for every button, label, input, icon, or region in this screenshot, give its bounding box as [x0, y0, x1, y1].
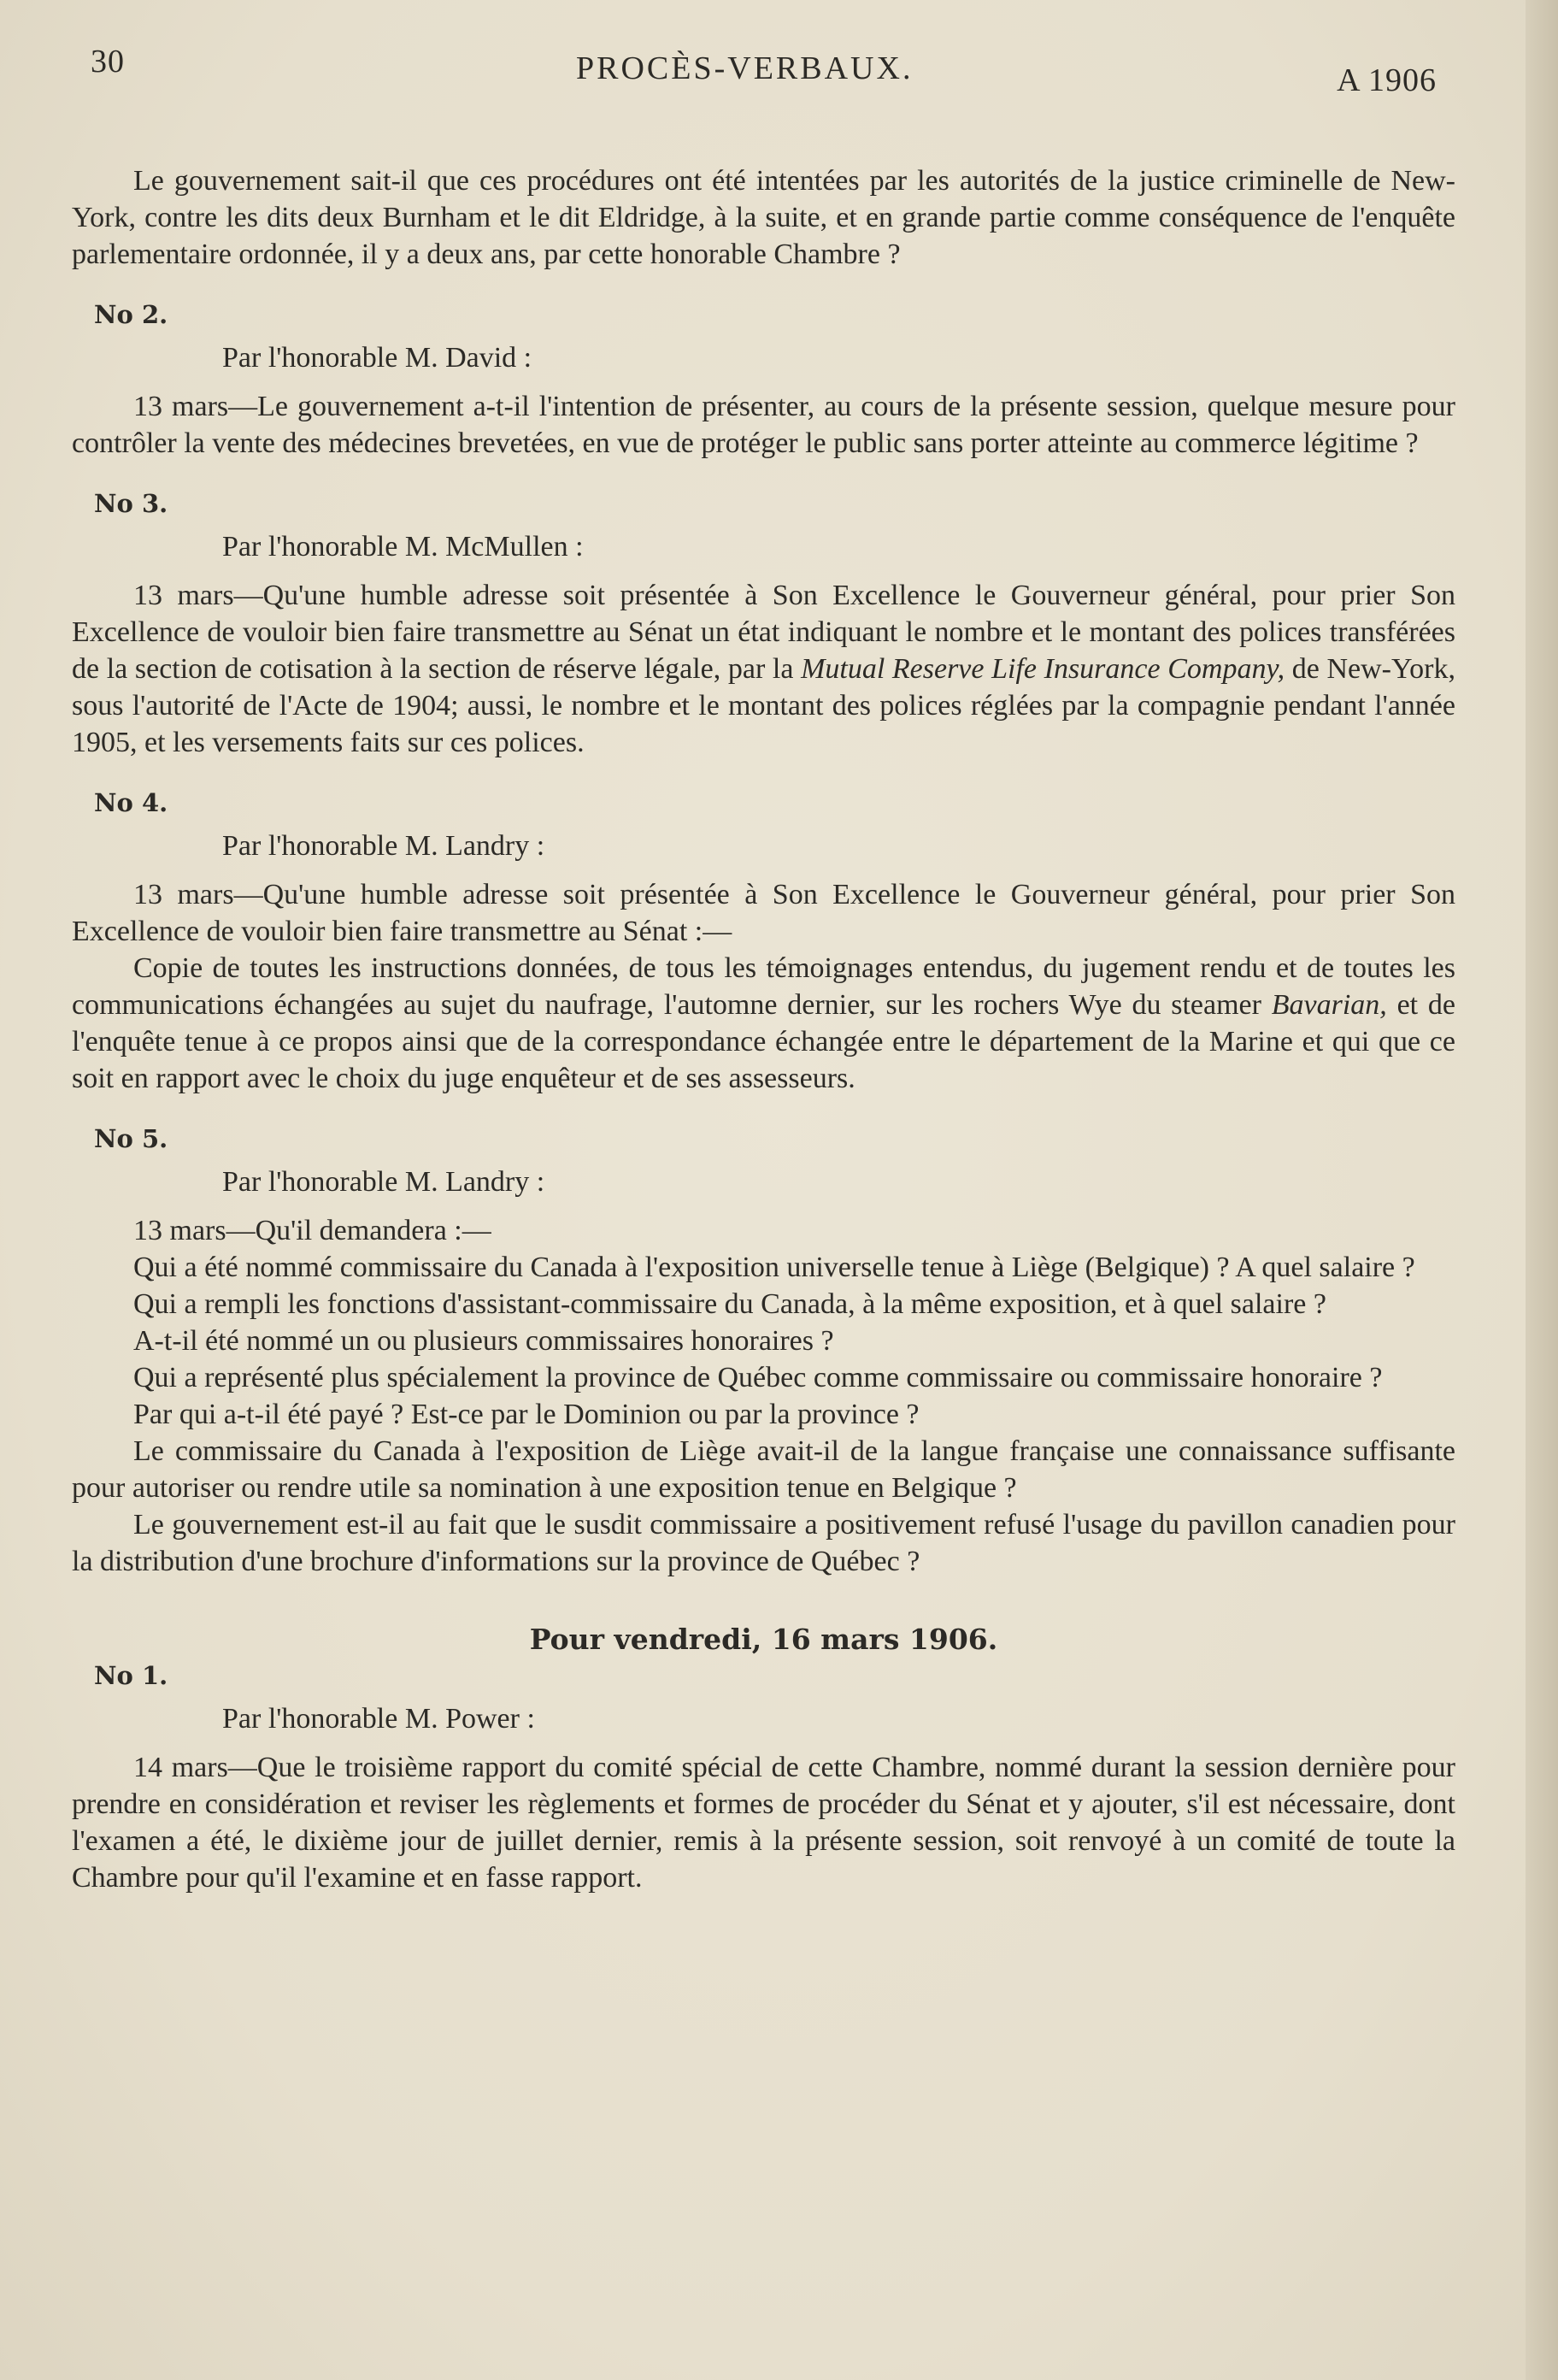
- item-paragraph: Qui a rempli les fonctions d'assistant-commissaire du Canada, à la même exposition, et à quel salaire ?: [133, 1288, 1326, 1320]
- item-paragraph: 14 mars—Que le troisième rapport du comité spécial de cette Chambre, nommé durant la session dernière pour prendre en considération et reviser les règlements et formes de procéder du Sénat et y ajouter, s'il est nécessaire, dont l'examen a été, le dixième jour de juillet dernier, remis à la présente session, soit renvoyé à un comité de toute la Chambre pour qu'il l'examine et en fasse rapport.: [72, 1752, 1455, 1894]
- item-paragraph: 13 mars—Le gouvernement a-t-il l'intention de présenter, au cours de la présente session, quelque mesure pour contrôler la vente des médecines brevetées, en vue de protéger le public sans porter atteinte au commerce légitime ?: [72, 391, 1455, 459]
- item-label: No 1.: [94, 1661, 168, 1690]
- text-run: Copie de toutes les instructions données, de tous les témoignages entendus, du jugement rendu et de toutes les communications échangées au sujet du naufrage, l'automne dernier, sur les rochers Wye du steamer: [72, 952, 1455, 1021]
- item-author: Par l'honorable M. McMullen :: [222, 531, 584, 563]
- italic-ship-name: Bavarian,: [1271, 989, 1387, 1021]
- page-header: [72, 43, 1455, 111]
- item-paragraph: 13 mars—Qu'il demandera :—: [133, 1215, 491, 1246]
- section-heading: Pour vendredi, 16 mars 1906.: [529, 1623, 998, 1656]
- item-paragraph: Le commissaire du Canada à l'exposition de Liège avait-il de la langue française une connaissance suffisante pour autoriser ou rendre utile sa nomination à une exposition tenue en Belgique ?: [72, 1435, 1455, 1504]
- page-binding-edge: [1526, 0, 1558, 2380]
- text-run: de New-York, sous l'autorité de l'Acte de 1904; aussi, le nombre et le montant des polices réglées par la compagnie pendant l'année 1905, et les versements faits sur ces polices.: [72, 653, 1455, 758]
- item-author: Par l'honorable M. Landry :: [222, 830, 545, 862]
- item-author: Par l'honorable M. David :: [222, 342, 532, 374]
- page-title: PROCÈS-VERBAUX.: [576, 50, 914, 86]
- item-label: No 4.: [94, 788, 168, 817]
- item-label: No 2.: [94, 300, 168, 329]
- italic-company-name: Mutual Reserve Life Insurance Company,: [801, 653, 1285, 685]
- text-run: 13 mars—Qu'une humble adresse soit présentée à Son Excellence le Gouverneur général, pour prier Son Excellence de vouloir bien faire transmettre au Sénat un état indiquant le nombre et le montant des polices transférées de la section de cotisation à la section de réserve légale, par la: [72, 580, 1455, 685]
- item-author: Par l'honorable M. Power :: [222, 1703, 535, 1735]
- item-paragraph: Le gouvernement est-il au fait que le susdit commissaire a positivement refusé l'usage du pavillon canadien pour la distribution d'une brochure d'informations sur la province de Québec ?: [72, 1509, 1455, 1577]
- item-paragraph: 13 mars—Qu'une humble adresse soit présentée à Son Excellence le Gouverneur général, pour prier Son Excellence de vouloir bien faire transmettre au Sénat :—: [72, 879, 1455, 947]
- item-paragraph: A-t-il été nommé un ou plusieurs commissaires honoraires ?: [133, 1325, 834, 1357]
- page-year: A 1906: [1337, 62, 1437, 98]
- intro-paragraph: Le gouvernement sait-il que ces procédures ont été intentées par les autorités de la justice criminelle de New-York, contre les dits deux Burnham et le dit Eldridge, à la suite, et en grande partie comme conséquence de l'enquête parlementaire ordonnée, il y a deux ans, par cette honorable Chambre ?: [72, 165, 1455, 270]
- item-paragraph: Qui a représenté plus spécialement la province de Québec comme commissaire ou commissaire honoraire ?: [133, 1362, 1383, 1393]
- item-paragraph: [72, 950, 1455, 1097]
- page-number: 30: [91, 44, 125, 80]
- item-label: No 3.: [94, 489, 168, 518]
- item-paragraph: Par qui a-t-il été payé ? Est-ce par le Dominion ou par la province ?: [133, 1399, 920, 1430]
- item-paragraph: [72, 577, 1455, 761]
- item-label: No 5.: [94, 1124, 168, 1153]
- text-run: et de l'enquête tenue à ce propos ainsi que de la correspondance échangée entre le département de la Marine et qui que ce soit en rapport avec le choix du juge enquêteur et de ses assesseurs.: [72, 989, 1455, 1094]
- item-author: Par l'honorable M. Landry :: [222, 1166, 545, 1198]
- item-paragraph: Qui a été nommé commissaire du Canada à l'exposition universelle tenue à Liège (Belgique) ? A quel salaire ?: [133, 1252, 1415, 1283]
